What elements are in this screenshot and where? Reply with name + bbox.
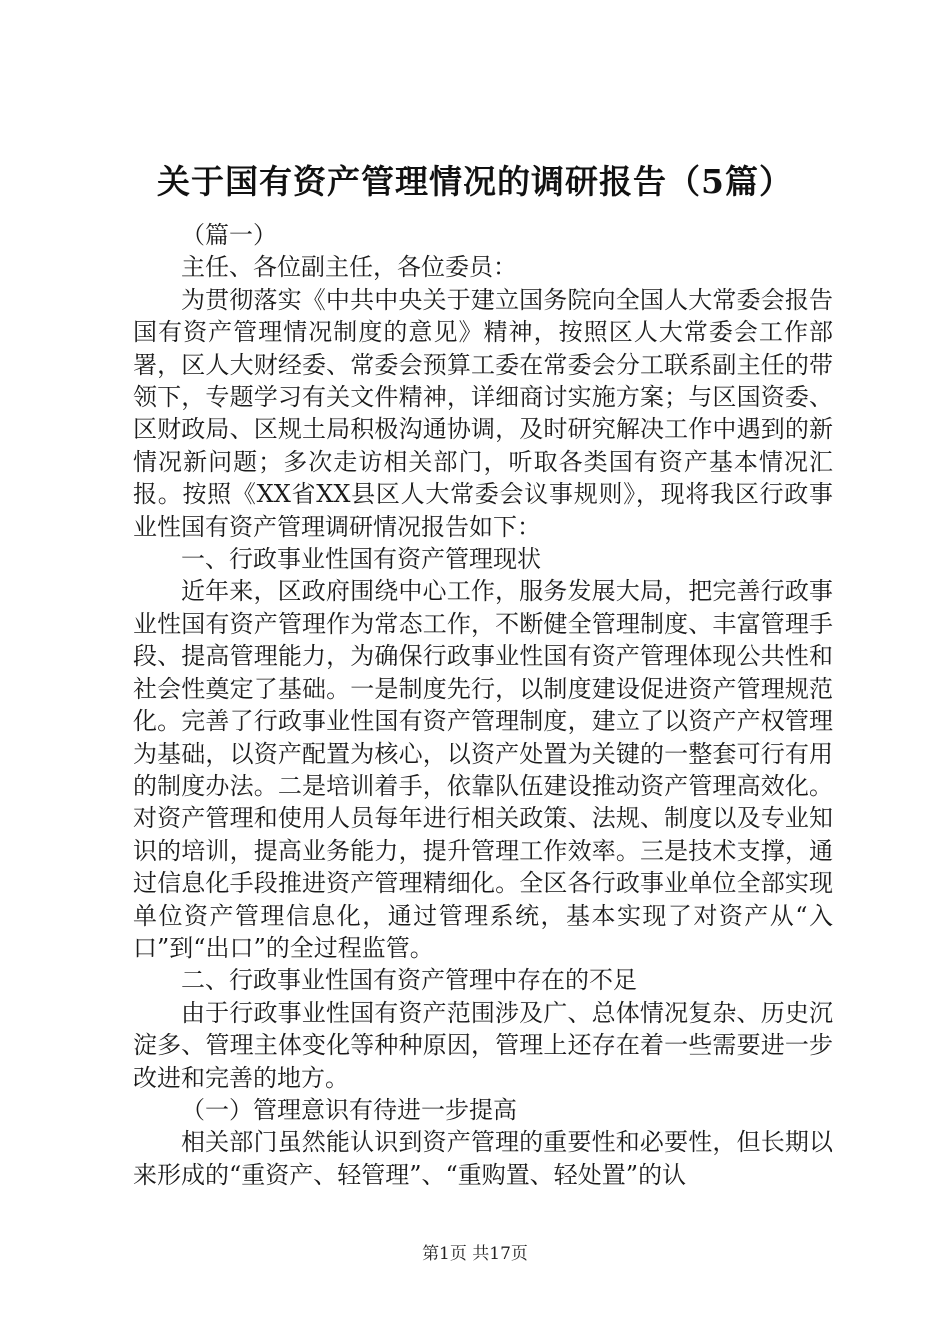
- document-title: 关于国有资产管理情况的调研报告（5篇）: [157, 162, 793, 201]
- page-number: 第1页 共17页: [422, 1244, 528, 1264]
- awareness-paragraph: 相关部门虽然能认识到资产管理的重要性和必要性，但长期以来形成的“重资产、轻管理”、“重购置、轻处置”的认: [133, 1128, 833, 1189]
- issues-paragraph: 由于行政事业性国有资产范围涉及广、总体情况复杂、历史沉淀多、管理主体变化等种种原因，管理上还存在着一些需要进一步改进和完善的地方。: [133, 998, 833, 1092]
- intro-paragraph: 为贯彻落实《中共中央关于建立国务院向全国人大常委会报告国有资产管理情况制度的意见》精神，按照区人大常委会工作部署，区人大财经委、常委会预算工委在常委会分工联系副主任的带领下，专题学习有关文件精神，详细商讨实施方案；与区国资委、区财政局、区规土局积极沟通协调，及时研究解决工作中遇到的新情况新问题；多次走访相关部门，听取各类国有资产基本情况汇报。按照《XX省XX县区人大常委会议事规则》，现将我区行政事业性国有资产管理调研情况报告如下：: [133, 285, 833, 541]
- status-paragraph: 近年来，区政府围绕中心工作，服务发展大局，把完善行政事业性国有资产管理作为常态工作，不断健全管理制度、丰富管理手段、提高管理能力，为确保行政事业性国有资产管理体现公共性和社会性奠定了基础。一是制度先行，以制度建设促进资产管理规范化。完善了行政事业性国有资产管理制度，建立了以资产产权管理为基础，以资产配置为核心，以资产处置为关键的一整套可行有用的制度办法。二是培训着手，依靠队伍建设推动资产管理高效化。对资产管理和使用人员每年进行相关政策、法规、制度以及专业知识的培训，提高业务能力，提升管理工作效率。三是技术支撑，通过信息化手段推进资产管理精细化。全区各行政事业单位全部实现单位资产管理信息化，通过管理系统，基本实现了对资产从“入口”到“出口”的全过程监管。: [133, 577, 833, 962]
- heading-1: 一、行政事业性国有资产管理现状: [181, 545, 541, 574]
- subheading-1: （一）管理意识有待进一步提高: [181, 1095, 517, 1124]
- salutation: 主任、各位副主任，各位委员：: [181, 253, 517, 282]
- document-body: [133, 219, 833, 1191]
- section-label: （篇一）: [181, 221, 277, 249]
- heading-2: 二、行政事业性国有资产管理中存在的不足: [181, 966, 637, 995]
